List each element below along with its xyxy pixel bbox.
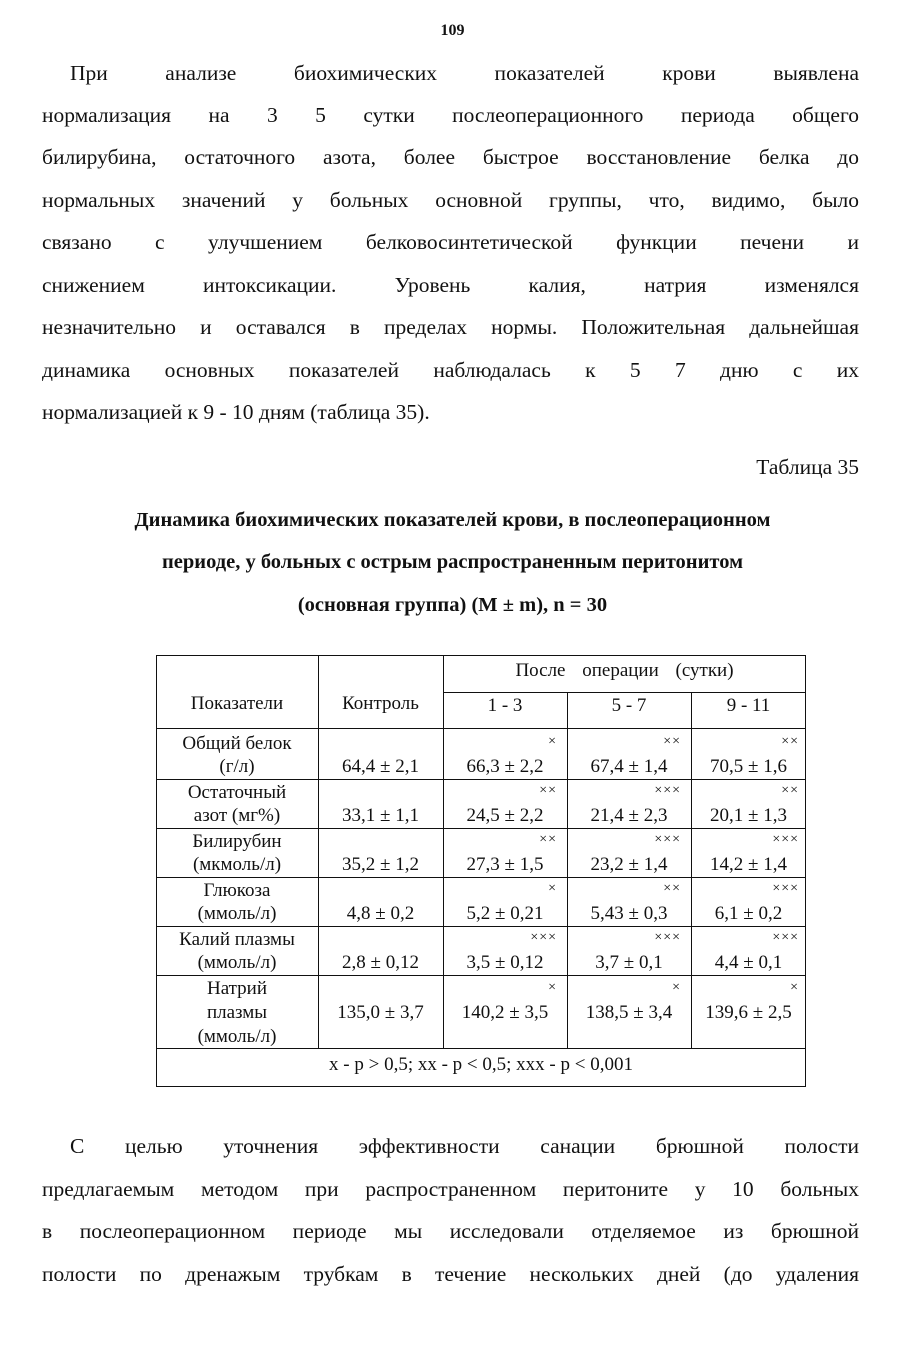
significance-mark: ×××: [654, 783, 681, 798]
value: 27,3 ± 1,5: [466, 854, 544, 875]
header-control: Контроль: [342, 693, 419, 714]
row-label: (г/л): [219, 756, 255, 777]
table-border: [156, 655, 806, 656]
significance-mark: ×××: [772, 930, 799, 945]
value: 20,1 ± 1,3: [710, 805, 787, 826]
value: 6,1 ± 0,2: [714, 903, 783, 924]
page-number: 109: [440, 22, 465, 39]
value: 3,7 ± 0,1: [595, 952, 663, 973]
value: 66,3 ± 2,2: [466, 756, 544, 777]
value: 139,6 ± 2,5: [705, 1002, 792, 1023]
table-border: [156, 926, 806, 927]
control-value: 35,2 ± 1,2: [342, 854, 419, 875]
table-footnote: x - p > 0,5; xx - p < 0,5; xxx - p < 0,001: [329, 1054, 633, 1075]
table-border: [156, 975, 806, 976]
text-line: связано с улучшением белковосинтетической функции печени и: [42, 230, 859, 254]
row-label: азот (мг%): [193, 805, 281, 826]
significance-mark: ×: [548, 734, 557, 749]
row-label: Билирубин: [192, 831, 282, 852]
header-after-operation: После операции (сутки): [515, 660, 734, 681]
significance-mark: ×××: [530, 930, 557, 945]
significance-mark: ××: [539, 783, 557, 798]
value: 70,5 ± 1,6: [710, 756, 787, 777]
control-value: 64,4 ± 2,1: [342, 756, 419, 777]
header-period: 5 - 7: [611, 695, 647, 716]
value: 21,4 ± 2,3: [590, 805, 668, 826]
significance-mark: ××: [539, 832, 557, 847]
data-table: [156, 655, 806, 1087]
text-line: С целью уточнения эффективности санации брюшной полости: [70, 1134, 859, 1158]
value: 23,2 ± 1,4: [590, 854, 668, 875]
value: 24,5 ± 2,2: [466, 805, 544, 826]
row-label: (ммоль/л): [197, 903, 277, 924]
significance-mark: ××: [781, 734, 799, 749]
row-label: Остаточный: [187, 782, 287, 803]
value: 140,2 ± 3,5: [461, 1002, 549, 1023]
control-value: 4,8 ± 0,2: [346, 903, 415, 924]
control-value: 2,8 ± 0,12: [342, 952, 419, 973]
significance-mark: ×: [548, 881, 557, 896]
text-line: нормализацией к 9 - 10 дням (таблица 35).: [42, 400, 430, 424]
header-indicators: Показатели: [190, 693, 284, 714]
row-label: плазмы: [206, 1002, 268, 1023]
text-line: в послеоперационном периоде мы исследовали отделяемое из брюшной: [42, 1219, 859, 1243]
text-line: незначительно и оставался в пределах нормы. Положительная дальнейшая: [42, 315, 859, 339]
text-line: билирубина, остаточного азота, более быстрое восстановление белка до: [42, 145, 859, 169]
header-period: 1 - 3: [487, 695, 523, 716]
value: 4,4 ± 0,1: [714, 952, 783, 973]
table-title-line: периоде, у больных с острым распространенным перитонитом: [161, 551, 744, 573]
significance-mark: ××: [781, 783, 799, 798]
table-title-line: Динамика биохимических показателей крови, в послеоперационном: [134, 509, 771, 531]
table-border: [443, 692, 806, 693]
significance-mark: ×: [548, 980, 557, 995]
row-label: (ммоль/л): [197, 1026, 277, 1047]
significance-mark: ×: [790, 980, 799, 995]
significance-mark: ×××: [772, 832, 799, 847]
table-border: [156, 728, 806, 729]
control-value: 135,0 ± 3,7: [337, 1002, 424, 1023]
row-label: Калий плазмы: [179, 929, 295, 950]
value: 5,43 ± 0,3: [590, 903, 668, 924]
header-period: 9 - 11: [726, 695, 771, 716]
table-caption: Таблица 35: [756, 455, 859, 479]
value: 3,5 ± 0,12: [466, 952, 544, 973]
row-label: (мкмоль/л): [192, 854, 282, 875]
value: 14,2 ± 1,4: [710, 854, 787, 875]
significance-mark: ××: [663, 734, 681, 749]
table-border: [156, 877, 806, 878]
significance-mark: ×: [672, 980, 681, 995]
significance-mark: ×××: [654, 832, 681, 847]
value: 138,5 ± 3,4: [585, 1002, 673, 1023]
row-label: Натрий: [206, 978, 268, 999]
row-label: (ммоль/л): [197, 952, 277, 973]
text-line: предлагаемым методом при распространенном перитоните у 10 больных: [42, 1177, 859, 1201]
significance-mark: ××: [663, 881, 681, 896]
significance-mark: ×××: [654, 930, 681, 945]
value: 5,2 ± 0,21: [466, 903, 544, 924]
significance-mark: ×××: [772, 881, 799, 896]
text-line: полости по дренажым трубкам в течение нескольких дней (до удаления: [42, 1262, 859, 1286]
text-line: нормализация на 3 5 сутки послеоперационного периода общего: [42, 103, 859, 127]
table-border: [156, 779, 806, 780]
row-label: Общий белок: [182, 733, 292, 754]
table-title-line: (основная группа) (M ± m), n = 30: [297, 594, 608, 616]
text-line: При анализе биохимических показателей крови выявлена: [70, 61, 859, 85]
table-border: [156, 1086, 806, 1087]
value: 67,4 ± 1,4: [590, 756, 668, 777]
table-border: [156, 828, 806, 829]
control-value: 33,1 ± 1,1: [342, 805, 419, 826]
row-label: Глюкоза: [203, 880, 271, 901]
text-line: нормальных значений у больных основной группы, что, видимо, было: [42, 188, 859, 212]
text-line: динамика основных показателей наблюдалась к 5 7 дню с их: [42, 358, 859, 382]
text-line: снижением интоксикации. Уровень калия, натрия изменялся: [42, 273, 859, 297]
